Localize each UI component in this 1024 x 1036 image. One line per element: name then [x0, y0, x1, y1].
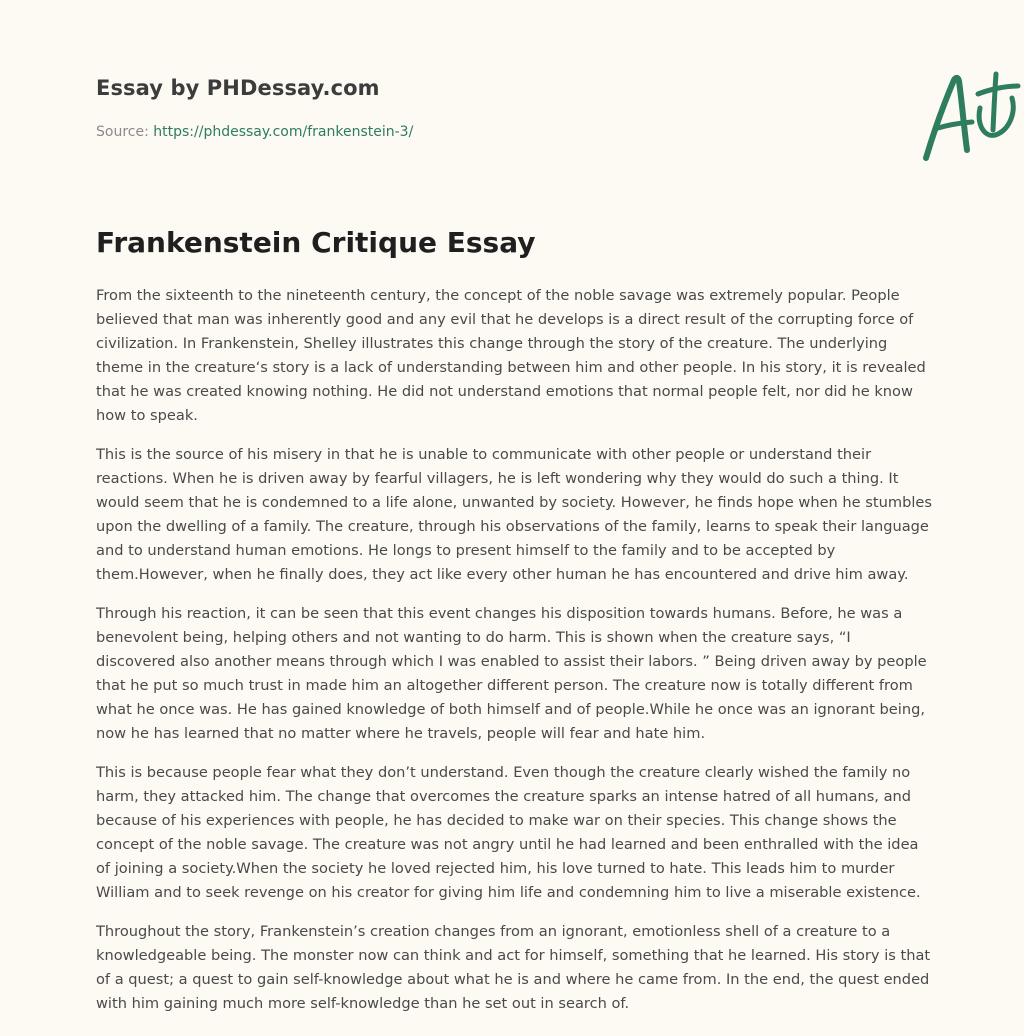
source-link[interactable]: https://phdessay.com/frankenstein-3/	[153, 124, 414, 140]
essay-title: Frankenstein Critique Essay	[96, 226, 536, 259]
a-plus-logo-icon	[916, 68, 1024, 168]
source-label: Source:	[96, 124, 149, 140]
source-line	[96, 124, 413, 140]
site-title: Essay by PHDessay.com	[96, 76, 380, 100]
essay-paragraph-5: Throughout the story, Frankenstein’s creation changes from an ignorant, emotionless shell of a creature to a knowledgeable being. The monster now can think and act for himself, something that he learned. His story is that of a quest; a quest to gain self-knowledge about what he is and where he came from. In the end, the quest ended with him gaining much more self-knowledge than he set out in search of.	[96, 923, 931, 1012]
essay-paragraph-3: Through his reaction, it can be seen that this event changes his disposition towards humans. Before, he was a benevolent being, helping others and not wanting to do harm. This is shown when the creature says, “I discovered also another means through which I was enabled to assist their labors. ” Being driven away by people that he put so much trust in made him an altogether different person. The creature now is totally different from what he once was. He has gained knowledge of both himself and of people.While he once was an ignorant being, now he has learned that no matter where he travels, people will fear and hate him.	[96, 605, 927, 742]
essay-paragraph-1: From the sixteenth to the nineteenth century, the concept of the noble savage was extremely popular. People believed that man was inherently good and any evil that he develops is a direct result of the corrupting force of civilization. In Frankenstein, Shelley illustrates this change through the story of the creature. The underlying theme in the creature‘s story is a lack of understanding between him and other people. In his story, it is revealed that he was created knowing nothing. He did not understand emotions that normal people felt, nor did he know how to speak.	[96, 287, 926, 424]
essay-paragraph-2: This is the source of his misery in that he is unable to communicate with other people or understand their reactions. When he is driven away by fearful villagers, he is left wondering why they would do such a thing. It would seem that he is condemned to a life alone, unwanted by society. However, he finds hope when he stumbles upon the dwelling of a family. The creature, through his observations of the family, learns to speak their language and to understand human emotions. He longs to present himself to the family and to be accepted by them.However, when he finally does, they act like every other human he has encountered and drive him away.	[96, 446, 932, 583]
essay-body	[96, 284, 932, 1031]
essay-paragraph-4: This is because people fear what they don’t understand. Even though the creature clearly wished the family no harm, they attacked him. The change that overcomes the creature sparks an intense hatred of all humans, and because of his experiences with people, he has decided to make war on their species. This change shows the concept of the noble savage. The creature was not angry until he had learned and been enthralled with the idea of joining a society.When the society he loved rejected him, his love turned to hate. This leads him to murder William and to seek revenge on his creator for giving him life and condemning him to live a miserable existence.	[96, 764, 921, 901]
